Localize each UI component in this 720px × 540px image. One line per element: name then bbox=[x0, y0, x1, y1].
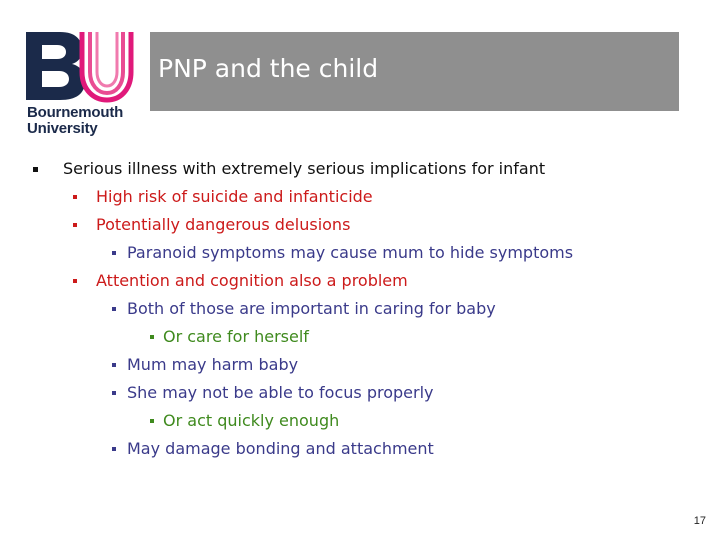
bullet-marker-icon bbox=[112, 307, 116, 311]
title-bar bbox=[150, 32, 679, 111]
bullet-text: Serious illness with extremely serious implications for infant bbox=[63, 159, 546, 178]
bullet-text: Potentially dangerous delusions bbox=[96, 215, 351, 234]
bullet-text: Paranoid symptoms may cause mum to hide symptoms bbox=[127, 243, 574, 262]
bullet-text: Or care for herself bbox=[163, 327, 309, 346]
logo-line-2: University bbox=[27, 120, 98, 137]
bullet-marker-icon bbox=[73, 279, 77, 283]
bullet-text: Both of those are important in caring for baby bbox=[127, 299, 496, 318]
bullet-text: May damage bonding and attachment bbox=[127, 439, 434, 458]
slide-title: PNP and the child bbox=[158, 54, 379, 83]
bu-logo-icon bbox=[24, 28, 134, 104]
bullet-text: Mum may harm baby bbox=[127, 355, 299, 374]
logo-line-1: Bournemouth bbox=[27, 104, 124, 121]
bullet-marker-icon bbox=[112, 447, 116, 451]
bullet-marker-icon bbox=[112, 391, 116, 395]
bullet-marker-icon bbox=[112, 251, 116, 255]
bullet-marker-icon bbox=[73, 195, 77, 199]
bullet-marker-icon bbox=[112, 363, 116, 367]
bullet-marker-icon bbox=[150, 335, 154, 339]
bullet-text: High risk of suicide and infanticide bbox=[96, 187, 373, 206]
page-number: 17 bbox=[693, 515, 706, 527]
bullet-marker-icon bbox=[150, 419, 154, 423]
bullet-marker-icon bbox=[33, 167, 38, 172]
bullet-marker-icon bbox=[73, 223, 77, 227]
bullet-text: She may not be able to focus properly bbox=[127, 383, 434, 402]
bullet-text: Attention and cognition also a problem bbox=[96, 271, 408, 290]
bullet-text: Or act quickly enough bbox=[163, 411, 340, 430]
